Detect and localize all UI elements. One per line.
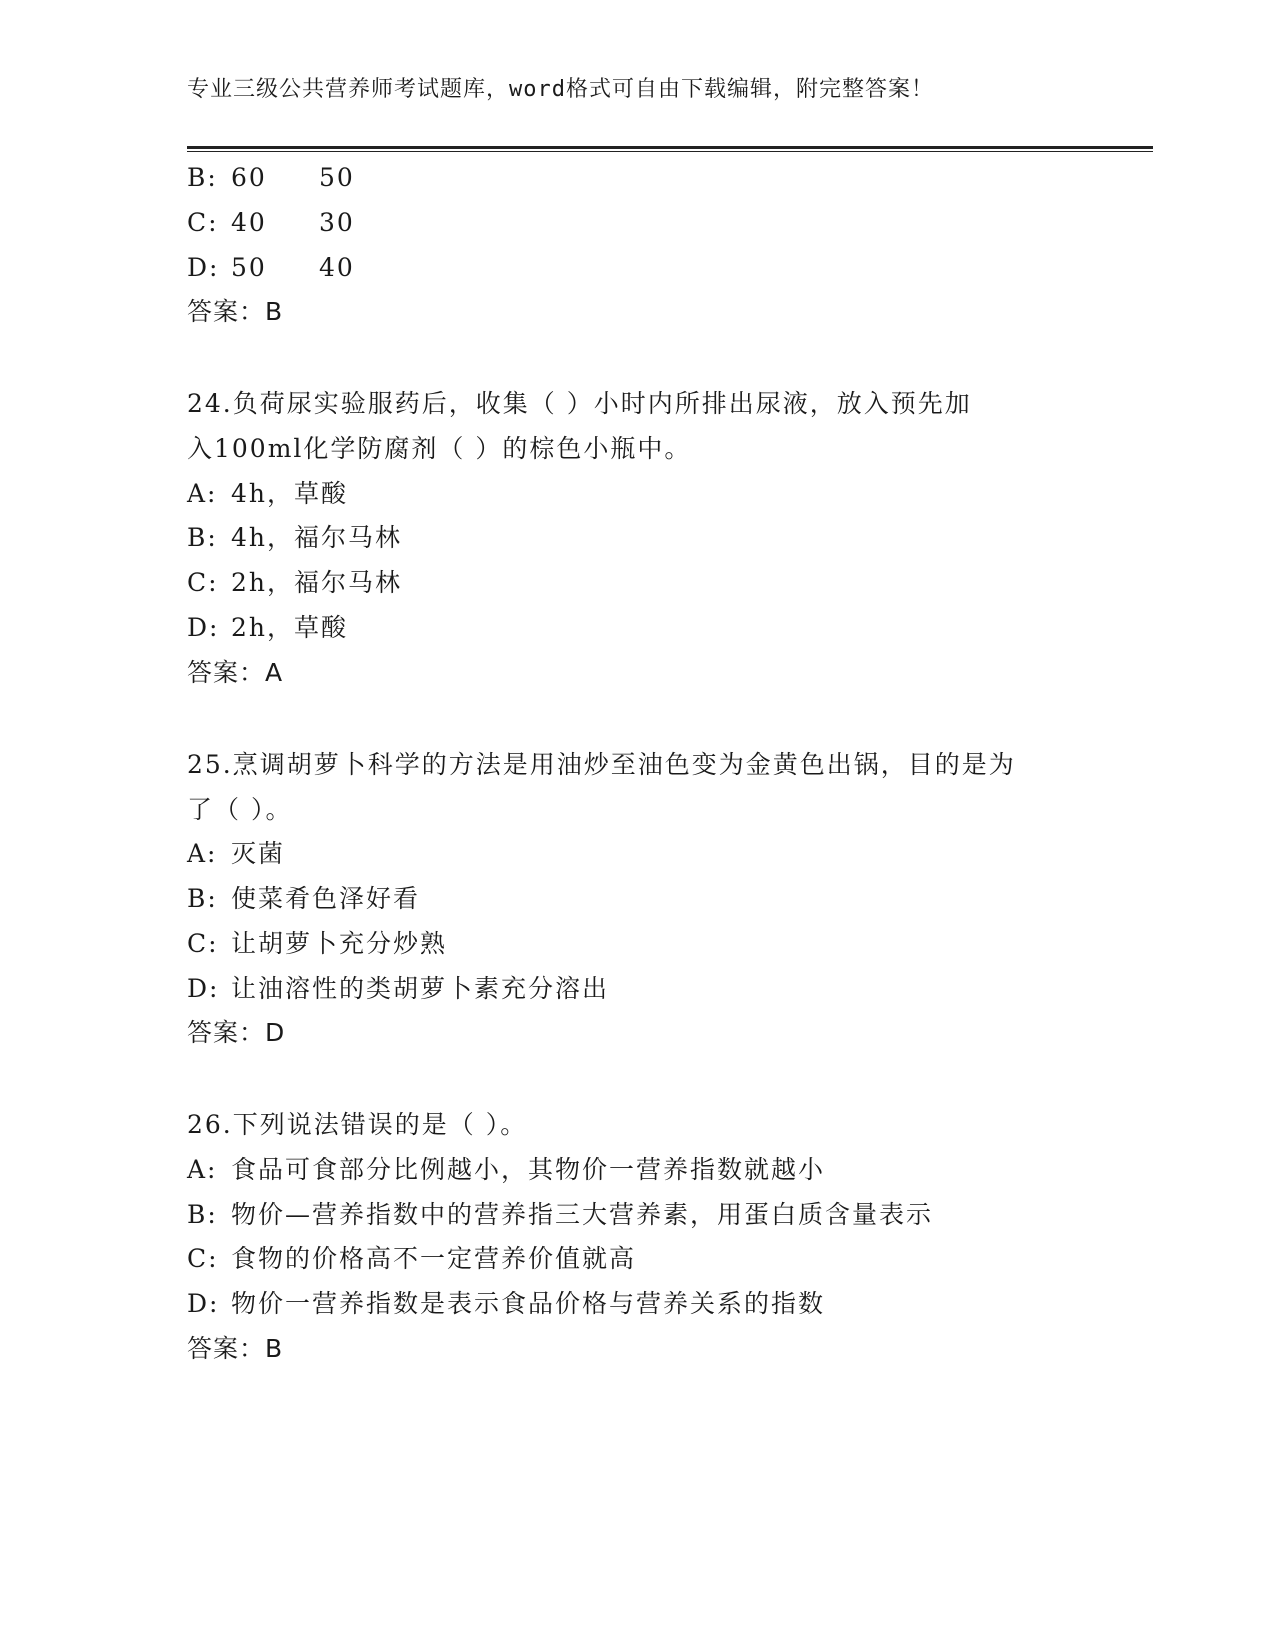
option-d [187, 973, 609, 1005]
option-c [187, 1243, 636, 1275]
option-label: D: [187, 253, 220, 282]
header-divider-thin [187, 151, 1153, 152]
option-label: D: [187, 974, 220, 1003]
option-text: 灭菌 [231, 839, 286, 868]
option-a [187, 838, 285, 870]
option-label: B: [187, 163, 218, 192]
option-text: 让油溶性的类胡萝卜素充分溶出 [231, 974, 610, 1003]
question-26-stem-line-1: 26.下列说法错误的是（ ）。 [187, 1110, 528, 1139]
option-c [187, 567, 402, 599]
option-label: C: [187, 1244, 219, 1273]
option-text: 2h，福尔马林 [231, 568, 403, 597]
option-text: 让胡萝卜充分炒熟 [231, 929, 448, 958]
option-a [187, 1154, 825, 1186]
option-label: C: [187, 568, 219, 597]
option-label: A: [187, 839, 218, 868]
option-label: B: [187, 1200, 218, 1229]
option-b [187, 162, 355, 194]
option-label: C: [187, 208, 219, 237]
question-24-stem-line-1: 24.负荷尿实验服药后，收集（ ）小时内所排出尿液，放入预先加 [187, 389, 972, 418]
answer-line: 答案：A [187, 658, 284, 687]
answer-line: 答案：B [187, 1334, 284, 1363]
option-label: D: [187, 613, 220, 642]
option-text: 物价—营养指数中的营养指三大营养素，用蛋白质含量表示 [231, 1200, 934, 1229]
option-label: B: [187, 523, 218, 552]
answer-line: 答案：B [187, 297, 284, 326]
option-a [187, 478, 348, 510]
option-label: A: [187, 479, 218, 508]
option-value-1: 60 [231, 163, 267, 192]
option-b [187, 1199, 933, 1231]
question-24-stem-line-2: 入100ml化学防腐剂（ ）的棕色小瓶中。 [187, 434, 692, 463]
option-text: 4h，草酸 [231, 479, 349, 508]
option-label: B: [187, 884, 218, 913]
page-header: 专业三级公共营养师考试题库，word格式可自由下载编辑，附完整答案！ [187, 77, 934, 102]
header-divider-thick [187, 146, 1153, 149]
option-label: A: [187, 1155, 218, 1184]
option-text: 食物的价格高不一定营养价值就高 [231, 1244, 637, 1273]
option-c [187, 928, 447, 960]
option-text: 物价一营养指数是表示食品价格与营养关系的指数 [231, 1289, 826, 1318]
option-d [187, 1288, 825, 1320]
option-d [187, 252, 355, 284]
question-25-stem-line-1: 25.烹调胡萝卜科学的方法是用油炒至油色变为金黄色出锅，目的是为 [187, 750, 1016, 779]
option-b [187, 522, 402, 554]
option-value-2: 40 [319, 253, 355, 282]
option-text: 4h，福尔马林 [231, 523, 403, 552]
option-text: 食品可食部分比例越小，其物价一营养指数就越小 [231, 1155, 826, 1184]
option-c [187, 207, 355, 239]
answer-line: 答案：D [187, 1018, 286, 1047]
option-value-1: 40 [231, 208, 267, 237]
option-d [187, 612, 348, 644]
option-value-2: 50 [319, 163, 355, 192]
option-text: 2h，草酸 [231, 613, 349, 642]
option-label: D: [187, 1289, 220, 1318]
option-text: 使菜肴色泽好看 [231, 884, 421, 913]
option-label: C: [187, 929, 219, 958]
question-25-stem-line-2: 了（ ）。 [187, 795, 293, 824]
option-b [187, 883, 420, 915]
option-value-2: 30 [319, 208, 355, 237]
option-value-1: 50 [231, 253, 267, 282]
